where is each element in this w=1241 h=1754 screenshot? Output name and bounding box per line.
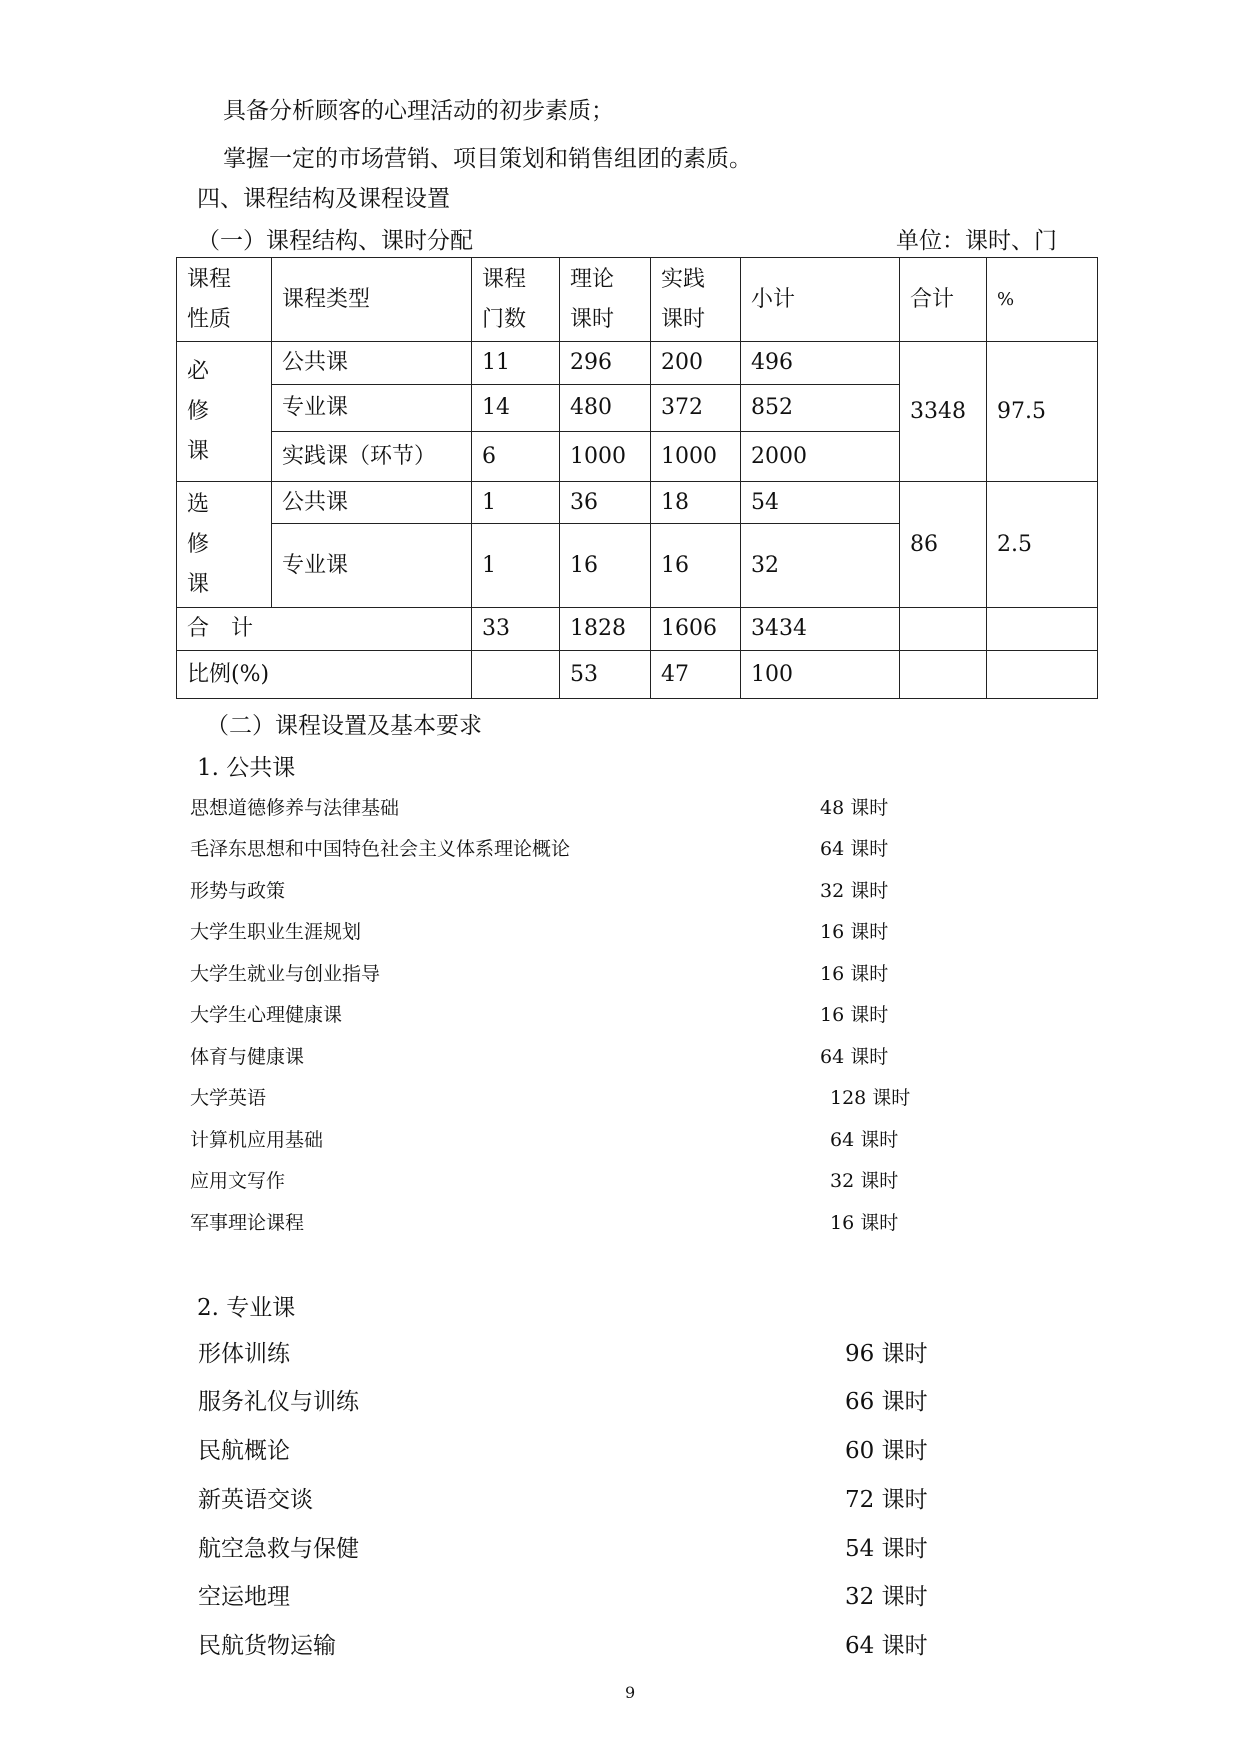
major-course-name: 服务礼仪与训练 (198, 1389, 359, 1415)
elective-label-1: 选 (187, 491, 210, 517)
public-course-name: 思想道德修养与法律基础 (190, 797, 400, 819)
ratio-count-empty (472, 651, 560, 699)
header-count (472, 258, 560, 342)
header-count-line1: 课程 (482, 266, 527, 292)
cell-subtotal: 496 (741, 342, 900, 385)
cell-practice: 16 (651, 524, 741, 608)
major-course-hours: 60 课时 (845, 1438, 928, 1464)
major-course-name: 民航概论 (198, 1438, 290, 1464)
ratio-total-empty (900, 651, 987, 699)
public-course-hours: 16 课时 (820, 921, 889, 943)
header-subtotal: 小计 (741, 258, 900, 342)
elective-total: 86 (900, 482, 987, 608)
public-course-name: 应用文写作 (190, 1170, 286, 1192)
cell-count: 1 (472, 482, 560, 524)
cell-practice: 18 (651, 482, 741, 524)
public-course-hours: 16 课时 (820, 1004, 889, 1026)
major-course-hours: 64 课时 (845, 1633, 928, 1659)
ratio-row (177, 651, 1098, 699)
table-1-title: （一）课程结构、课时分配 (197, 228, 473, 254)
major-course-hours: 96 课时 (845, 1341, 928, 1367)
ratio-theory: 53 (560, 651, 651, 699)
required-label-1: 必 (187, 358, 210, 384)
public-course-name: 计算机应用基础 (190, 1129, 324, 1151)
cell-type: 专业课 (272, 524, 472, 608)
required-label-2: 修 (187, 398, 210, 424)
header-nature-line1: 课程 (187, 266, 232, 292)
header-percent: % (987, 258, 1098, 342)
major-course-hours: 66 课时 (845, 1389, 928, 1415)
major-course-name: 民航货物运输 (198, 1633, 336, 1659)
sum-label: 合 计 (177, 608, 472, 651)
required-label (177, 342, 272, 482)
cell-subtotal: 54 (741, 482, 900, 524)
header-practice-line2: 课时 (661, 306, 706, 332)
major-course-hours: 54 课时 (845, 1536, 928, 1562)
sum-total-empty (900, 608, 987, 651)
section-2-title: （二）课程设置及基本要求 (206, 713, 482, 739)
ratio-label: 比例(%) (177, 651, 472, 699)
public-course-hours: 64 课时 (820, 1046, 889, 1068)
ratio-practice: 47 (651, 651, 741, 699)
cell-practice: 372 (651, 385, 741, 432)
table-1-unit: 单位：课时、门 (896, 228, 1057, 254)
major-course-name: 形体训练 (198, 1341, 290, 1367)
elective-percent: 2.5 (987, 482, 1098, 608)
cell-type: 实践课（环节） (272, 432, 472, 482)
course-structure-table (176, 257, 1098, 699)
public-course-hours: 64 课时 (820, 838, 889, 860)
intro-line-2: 掌握一定的市场营销、项目策划和销售组团的素质。 (223, 146, 752, 172)
major-course-name: 空运地理 (198, 1584, 290, 1610)
required-total: 3348 (900, 342, 987, 482)
header-practice (651, 258, 741, 342)
header-theory-line2: 课时 (570, 306, 615, 332)
cell-theory: 16 (560, 524, 651, 608)
public-course-hours: 16 课时 (830, 1212, 899, 1234)
header-total: 合计 (900, 258, 987, 342)
public-course-hours: 48 课时 (820, 797, 889, 819)
cell-practice: 1000 (651, 432, 741, 482)
public-course-name: 大学生心理健康课 (190, 1004, 343, 1026)
public-course-hours: 32 课时 (820, 880, 889, 902)
major-courses-heading: 2. 专业课 (197, 1295, 296, 1321)
cell-subtotal: 2000 (741, 432, 900, 482)
sum-count: 33 (472, 608, 560, 651)
sum-subtotal: 3434 (741, 608, 900, 651)
public-course-hours: 32 课时 (830, 1170, 899, 1192)
required-percent: 97.5 (987, 342, 1098, 482)
public-course-name: 大学英语 (190, 1087, 267, 1109)
major-course-name: 新英语交谈 (198, 1487, 313, 1513)
public-course-name: 大学生就业与创业指导 (190, 963, 381, 985)
public-course-name: 大学生职业生涯规划 (190, 921, 362, 943)
cell-count: 11 (472, 342, 560, 385)
header-nature (177, 258, 272, 342)
header-count-line2: 门数 (482, 306, 527, 332)
public-course-name: 形势与政策 (190, 880, 286, 902)
elective-label-2: 修 (187, 531, 210, 557)
cell-type: 公共课 (272, 482, 472, 524)
cell-subtotal: 32 (741, 524, 900, 608)
sum-row (177, 608, 1098, 651)
header-practice-line1: 实践 (661, 266, 706, 292)
header-type: 课程类型 (272, 258, 472, 342)
table-header-row (177, 258, 1098, 342)
cell-theory: 36 (560, 482, 651, 524)
public-course-name: 军事理论课程 (190, 1212, 305, 1234)
public-course-name: 毛泽东思想和中国特色社会主义体系理论概论 (190, 838, 571, 860)
major-course-hours: 32 课时 (845, 1584, 928, 1610)
table-row (177, 482, 1098, 524)
cell-count: 14 (472, 385, 560, 432)
sum-percent-empty (987, 608, 1098, 651)
header-theory-line1: 理论 (570, 266, 615, 292)
section-4-title: 四、课程结构及课程设置 (197, 186, 450, 212)
header-theory (560, 258, 651, 342)
cell-count: 6 (472, 432, 560, 482)
sum-practice: 1606 (651, 608, 741, 651)
public-course-hours: 16 课时 (820, 963, 889, 985)
header-nature-line2: 性质 (187, 306, 232, 332)
major-course-name: 航空急救与保健 (198, 1536, 359, 1562)
required-label-3: 课 (187, 438, 210, 464)
elective-label-3: 课 (187, 571, 210, 597)
elective-label (177, 482, 272, 608)
table-row (177, 342, 1098, 385)
public-course-hours: 64 课时 (830, 1129, 899, 1151)
page-number: 9 (625, 1683, 636, 1702)
sum-theory: 1828 (560, 608, 651, 651)
cell-theory: 296 (560, 342, 651, 385)
ratio-subtotal: 100 (741, 651, 900, 699)
intro-line-1: 具备分析顾客的心理活动的初步素质； (223, 98, 614, 124)
cell-type: 公共课 (272, 342, 472, 385)
major-course-hours: 72 课时 (845, 1487, 928, 1513)
public-course-hours: 128 课时 (830, 1087, 911, 1109)
cell-practice: 200 (651, 342, 741, 385)
cell-count: 1 (472, 524, 560, 608)
public-course-name: 体育与健康课 (190, 1046, 305, 1068)
public-courses-heading: 1. 公共课 (197, 755, 296, 781)
cell-theory: 1000 (560, 432, 651, 482)
cell-theory: 480 (560, 385, 651, 432)
cell-type: 专业课 (272, 385, 472, 432)
cell-subtotal: 852 (741, 385, 900, 432)
ratio-percent-empty (987, 651, 1098, 699)
